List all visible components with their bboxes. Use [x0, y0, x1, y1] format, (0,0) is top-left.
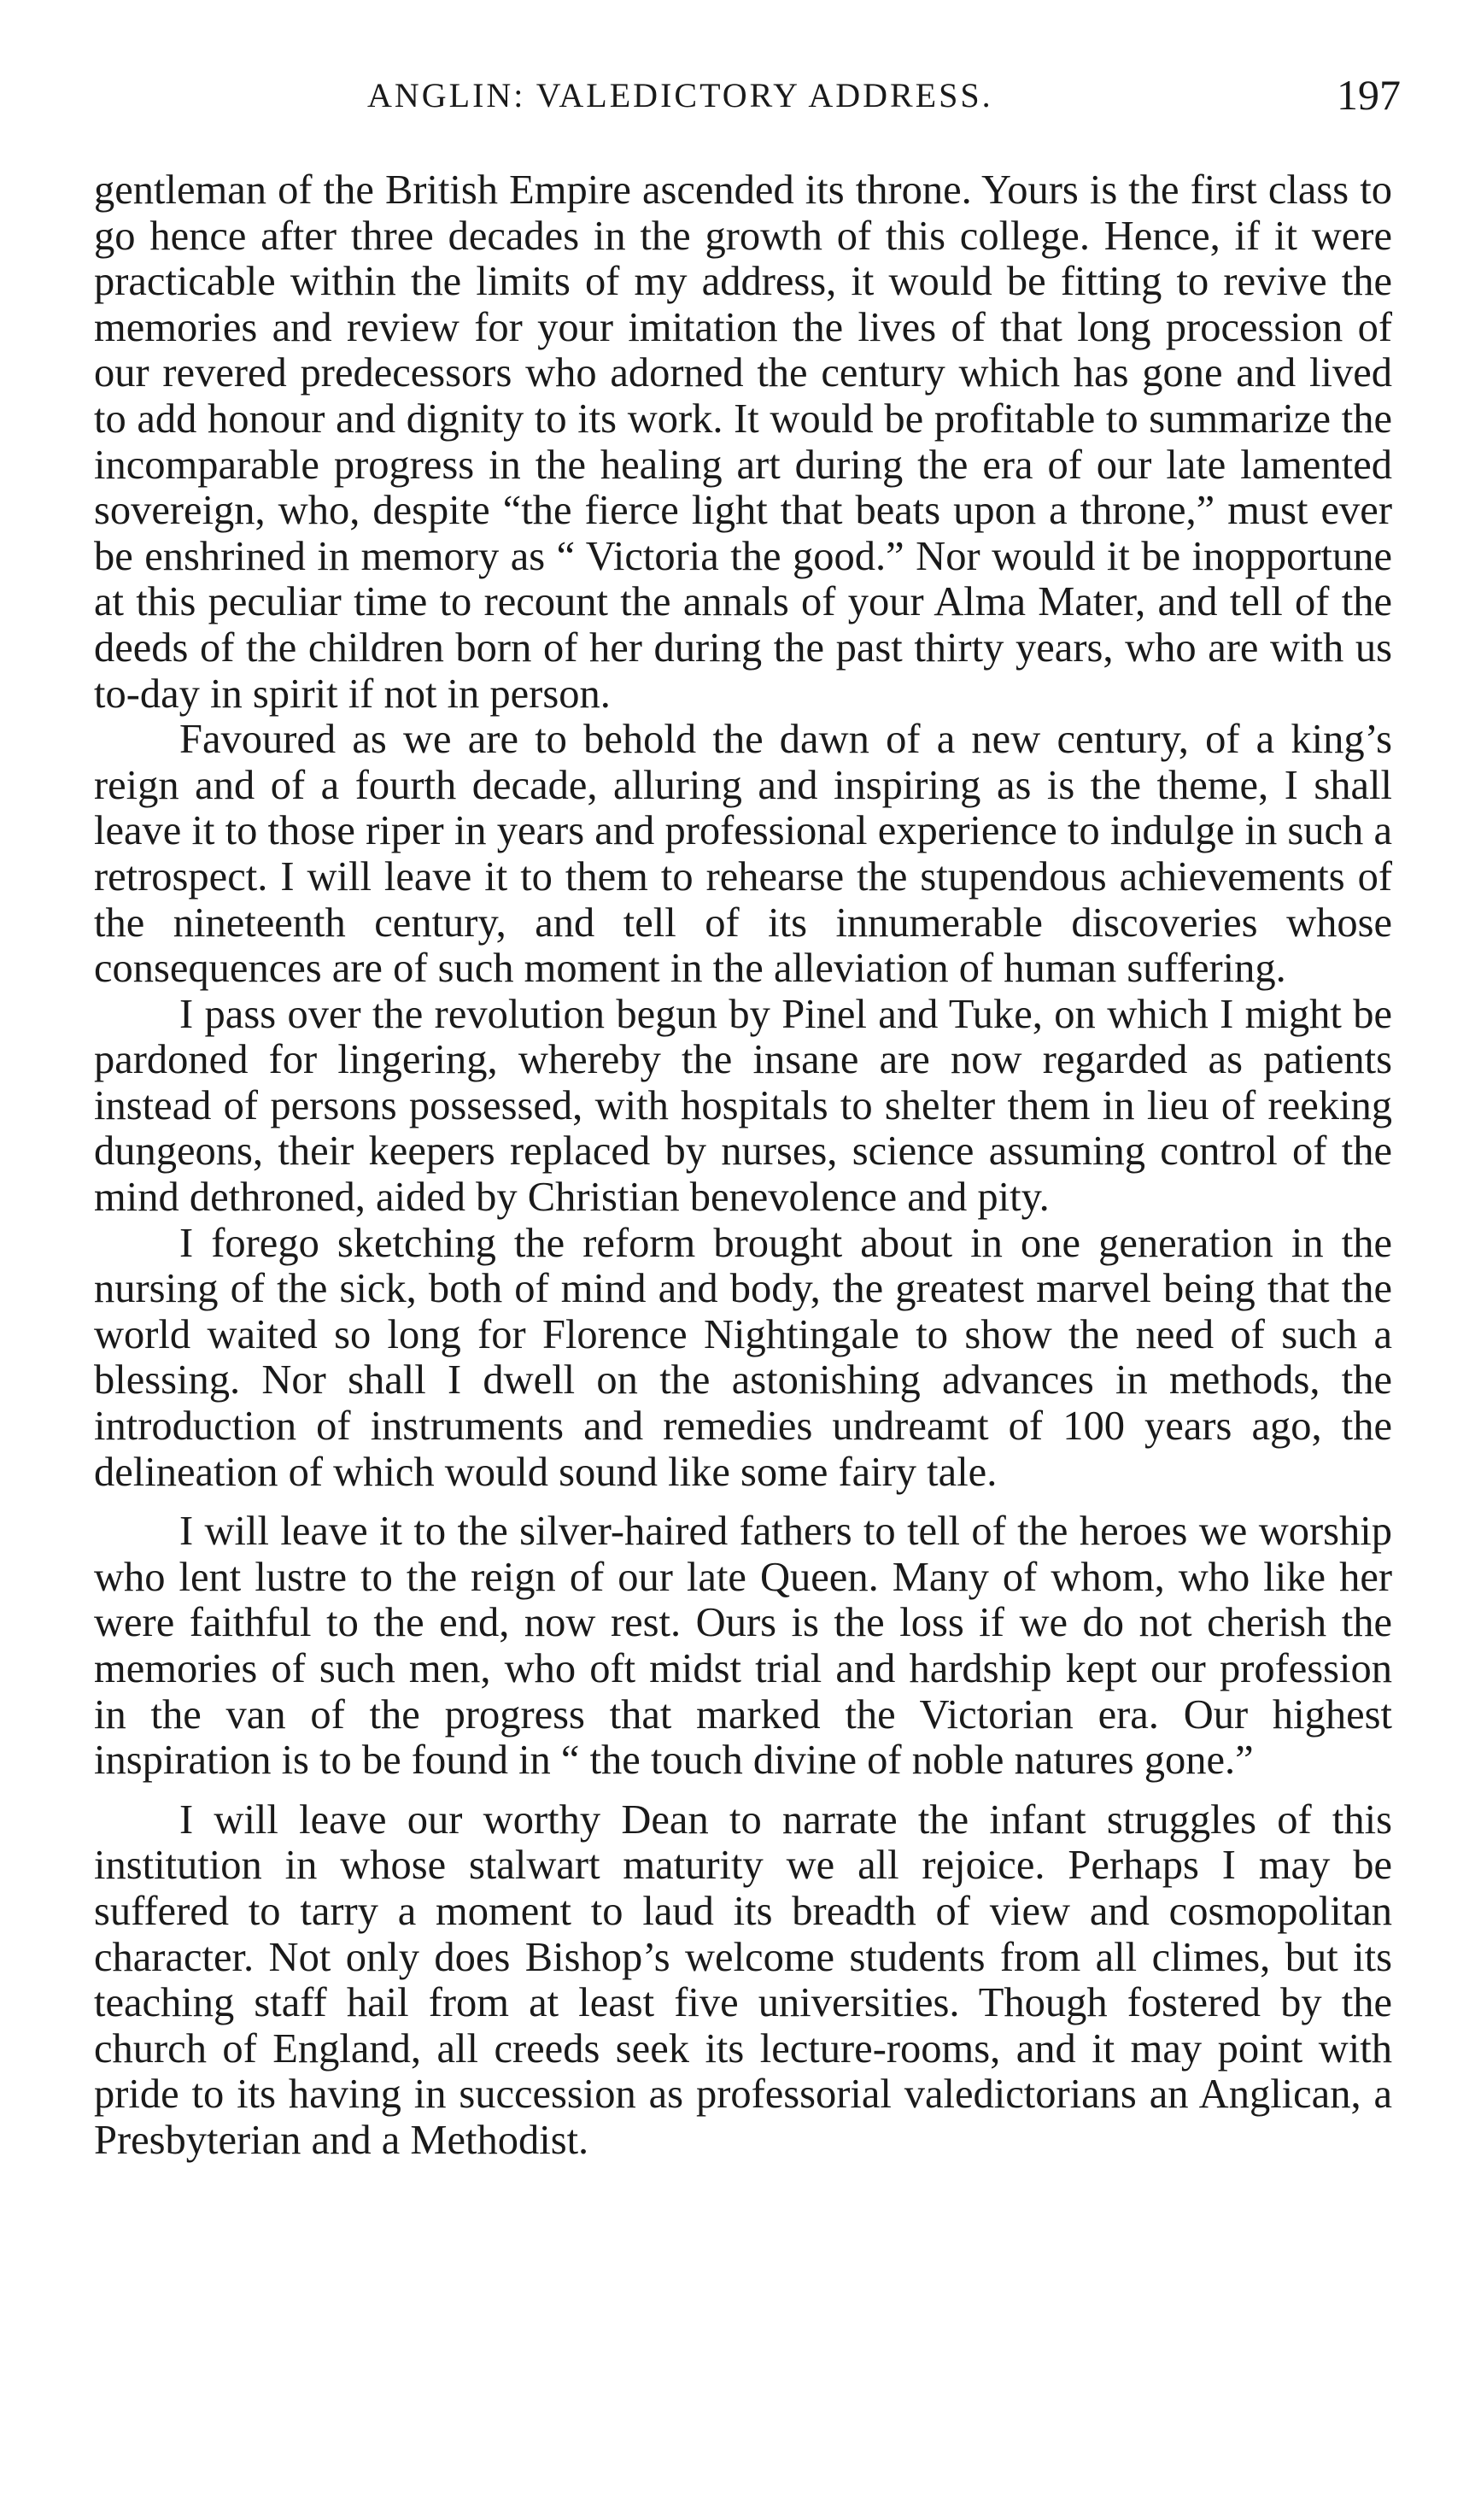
running-head-title: ANGLIN: VALEDICTORY ADDRESS. — [367, 76, 993, 114]
page-number: 197 — [1337, 71, 1401, 119]
running-head — [94, 71, 1401, 126]
paragraph: I will leave our worthy Dean to narrate the infant struggles of this institution in whose stalwart maturity we all rejoice. Perhaps I may be suffered to tarry a moment to laud its breadth of view and cosmopolitan character. Not only does Bishop’s welcome students from all climes, but its teaching staff hail from at least five universities. Though fostered by the church of England, all creeds seek its lecture-rooms, and it may point with pride to its having in succession as professorial valedictorians an Anglican, a Presbyterian and a Methodist. — [94, 1796, 1392, 2163]
paragraph: Favoured as we are to behold the dawn of a new century, of a king’s reign and of a fourth decade, alluring and inspiring as is the theme, I shall leave it to those riper in years and professional experience to indulge in such a retrospect. I will leave it to them to rehearse the stupendous achievements of the nineteenth century, and tell of its innumerable discoveries whose consequences are of such moment in the alleviation of human suffering. — [94, 717, 1392, 992]
paragraph: I forego sketching the reform brought about in one generation in the nursing of the sick, both of mind and body, the greatest marvel being that the world waited so long for Florence Nightingale to show the need of such a blessing. Nor shall I dwell on the astonishing advances in methods, the introduction of instruments and remedies undreamt of 100 years ago, the delineation of which would sound like some fairy tale. — [94, 1220, 1392, 1495]
body-text — [94, 167, 1392, 2164]
paragraph: I pass over the revolution begun by Pinel and Tuke, on which I might be pardoned for lingering, whereby the insane are now regarded as patients instead of persons possessed, with hospitals to shelter them in lieu of reeking dungeons, their keepers replaced by nurses, science assuming control of the mind dethroned, aided by Christian benevolence and pity. — [94, 991, 1392, 1221]
paragraph-continued: gentleman of the British Empire ascended its throne. Yours is the first class to go hence after three decades in the growth of this college. Hence, if it were practicable within the limits of my address, it would be fitting to revive the memories and review for your imitation the lives of that long procession of our revered predecessors who adorned the century which has gone and lived to add honour and dignity to its work. It would be profitable to summarize the incomparable progress in the healing art during the era of our late lamented sovereign, who, despite “the fierce light that beats upon a throne,” must ever be enshrined in memory as “ Victoria the good.” Nor would it be inopportune at this peculiar time to recount the annals of your Alma Mater, and tell of the deeds of the children born of her during the past thirty years, who are with us to-day in spirit if not in person. — [94, 167, 1392, 717]
paragraph: I will leave it to the silver-haired fathers to tell of the heroes we worship who lent lustre to the reign of our late Queen. Many of whom, who like her were faithful to the end, now rest. Ours is the loss if we do not cherish the memories of such men, who oft midst trial and hardship kept our profession in the van of the progress that marked the Victorian era. Our highest inspiration is to be found in “ the touch divine of noble natures gone.” — [94, 1509, 1392, 1784]
